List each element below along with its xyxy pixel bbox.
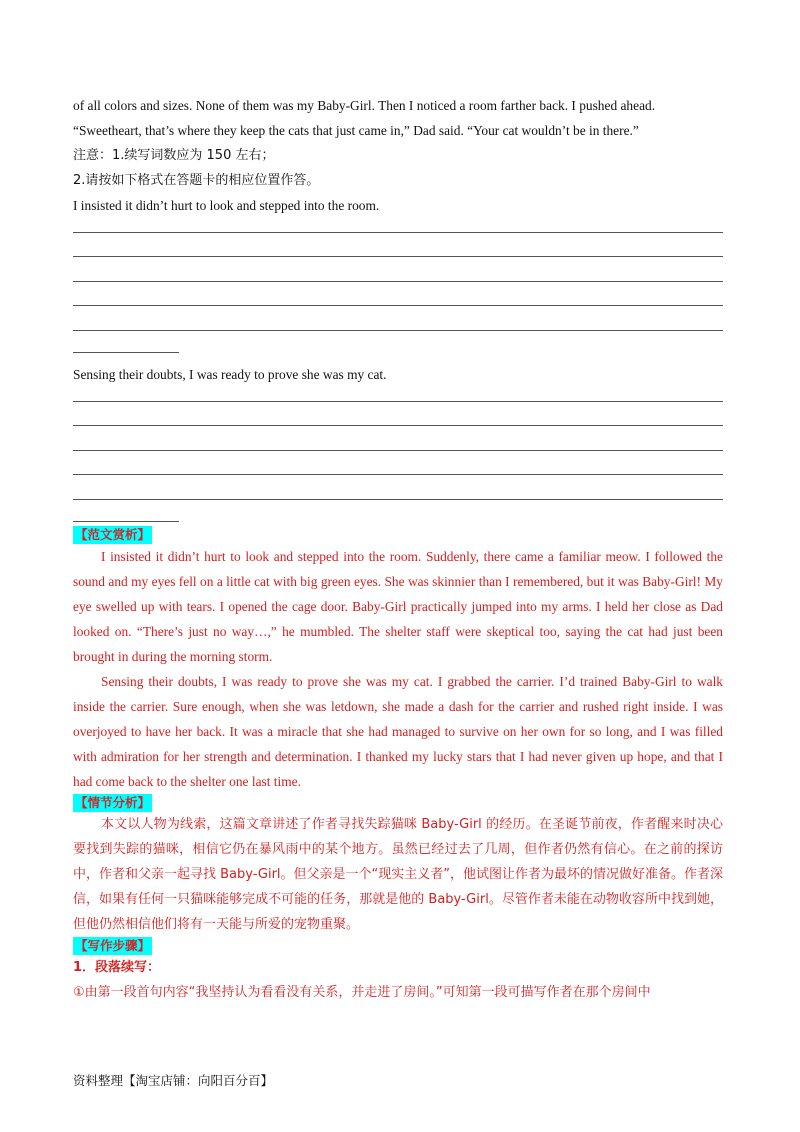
answer-lines-1: [73, 232, 723, 353]
answer-line-short: [73, 521, 179, 522]
model-essay-paragraph: I insisted it didn’t hurt to look and stepped into the room. Suddenly, there came a familiar meow. I followed the sound and my eyes fell on a little cat with big green eyes. She was skinnier than I remembered, but it was Baby-Girl! My eye swelled up with tears. I opened the cage door. Baby-Girl practically jumped into my arms. I held her close as Dad looked on. “There’s just no way…,” he mumbled. The shelter staff were skeptical too, saying the cat had just been brought in during the morning storm.: [73, 548, 723, 664]
writing-note: 2.请按如下格式在答题卡的相应位置作答。: [73, 173, 320, 188]
model-essay-section: [73, 526, 723, 544]
answer-line: [73, 281, 723, 282]
page-footer: 资料整理【淘宝店铺：向阳百分百】: [73, 1073, 274, 1088]
answer-line: [73, 474, 723, 475]
answer-lines-2: [73, 401, 723, 522]
answer-line: [73, 425, 723, 426]
section-label-writing-steps: 【写作步骤】: [75, 937, 151, 953]
model-essay-paragraph: Sensing their doubts, I was ready to prove she was my cat. I grabbed the carrier. I’d trained Baby-Girl to walk inside the carrier. Sure enough, when she was letdown, she made a dash for the carrier and rushed right inside. I was overjoyed to have her back. It was a miracle that she had managed to survive on her own for so long, and I was filled with admiration for her strength and determination. I thanked my lucky stars that I had never given up hope, and that I had come back to the shelter one last time.: [73, 673, 723, 789]
prompt-line: “Sweetheart, that’s where they keep the cats that just came in,” Dad said. “Your cat wouldn’t be in there.”: [73, 123, 639, 138]
plot-analysis-paragraph: 本文以人物为线索，这篇文章讲述了作者寻找失踪猫咪 Baby-Girl 的经历。在圣诞节前夜，作者醒来时决心要找到失踪的猫咪，相信它仍在暴风雨中的某个地方。虽然已经过去了几周，但作者仍然有信心。在之前的探访中，作者和父亲一起寻找 Baby-Girl。但父亲是一个“现实主义者”，他试图让作者为最坏的情况做好准备。作者深信，如果有任何一只猫咪能够完成不可能的任务，那就是他的 Baby-Girl。尽管作者未能在动物收容所中找到她，但他仍然相信他们将有一天能与所爱的宠物重聚。: [73, 816, 724, 932]
section-label-model-essay: 【范文赏析】: [75, 526, 151, 542]
prompt-line: of all colors and sizes. None of them was my Baby-Girl. Then I noticed a room farther back. I pushed ahead.: [73, 98, 656, 113]
plot-analysis-section: [73, 794, 723, 812]
answer-line: [73, 232, 723, 233]
answer-line: [73, 401, 723, 402]
answer-line: [73, 305, 723, 306]
answer-line: [73, 450, 723, 451]
writing-steps-section: [73, 937, 723, 955]
step-heading: 1．段落续写：: [73, 959, 161, 975]
answer-line: [73, 499, 723, 500]
answer-line: [73, 330, 723, 331]
writing-note: 注意：1.续写词数应为 150 左右；: [73, 148, 275, 163]
answer-line-short: [73, 352, 179, 353]
paragraph-starter: I insisted it didn’t hurt to look and stepped into the room.: [73, 198, 380, 213]
answer-line: [73, 256, 723, 257]
section-label-plot-analysis: 【情节分析】: [75, 794, 151, 810]
document-body: [73, 93, 723, 1005]
paragraph-starter: Sensing their doubts, I was ready to prove she was my cat.: [73, 366, 387, 382]
step-text: ①由第一段首句内容“我坚持认为看看没有关系，并走进了房间。”可知第一段可描写作者在那个房间中: [73, 984, 651, 1000]
